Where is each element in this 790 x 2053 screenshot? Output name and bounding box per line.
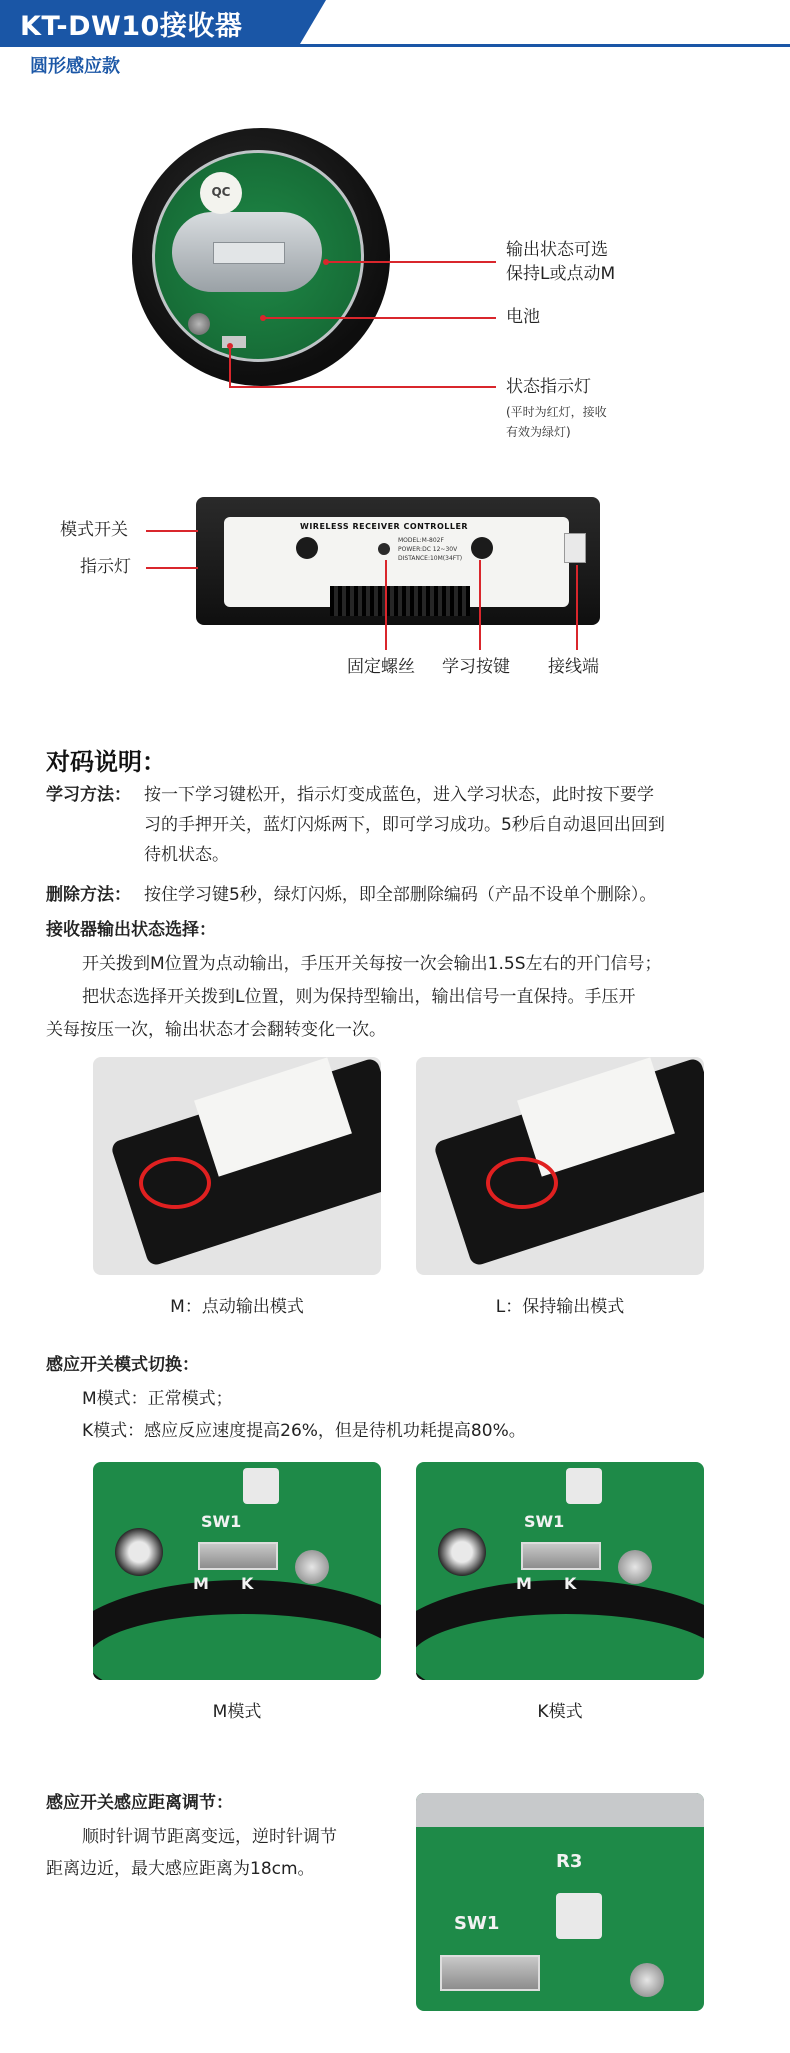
housing-edge xyxy=(416,1793,704,1827)
silk-sw1: SW1 xyxy=(454,1913,500,1934)
photo-pcb-k-mode xyxy=(416,1462,704,1680)
callout-vline-terminal xyxy=(576,565,578,650)
sensor-mode-title: 感应开关模式切换： xyxy=(46,1355,199,1375)
delete-method-text: 按住学习键5秒，绿灯闪烁，即全部删除编码（产品不设单个删除）。 xyxy=(144,885,657,905)
battery-clip xyxy=(213,242,285,264)
learn-button xyxy=(378,543,390,555)
potentiometer xyxy=(566,1468,602,1504)
controller-vents xyxy=(330,586,470,616)
controller-label-title: WIRELESS RECEIVER CONTROLLER xyxy=(300,522,469,531)
pcb-screw xyxy=(630,1963,664,1997)
photo-pcb-m-mode xyxy=(93,1462,381,1680)
photo-l-mode xyxy=(416,1057,704,1275)
learn-method-text: 按一下学习键松开，指示灯变成蓝色，进入学习状态，此时按下要学 习的手押开关，蓝灯闪烁两下，即可学习成功。5秒后自动退回出回到 待机状态。 xyxy=(144,785,665,865)
distance-line-1: 顺时针调节距离变远，逆时针调节 xyxy=(82,1827,337,1847)
switch-highlight-ring xyxy=(486,1157,558,1209)
potentiometer-r3 xyxy=(556,1893,602,1939)
callout-status-led-note: (平时为红灯，接收 有效为绿灯) xyxy=(506,405,607,439)
output-select-line-3: 关每按压一次，输出状态才会翻转变化一次。 xyxy=(46,1020,386,1040)
pairing-title: 对码说明： xyxy=(46,748,166,776)
switch-highlight-ring xyxy=(139,1157,211,1209)
silk-k: K xyxy=(564,1574,577,1593)
pcb-screw xyxy=(295,1550,329,1584)
mount-hole xyxy=(115,1528,163,1576)
mount-hole xyxy=(438,1528,486,1576)
wiring-terminal xyxy=(564,533,586,563)
silk-k: K xyxy=(241,1574,254,1593)
delete-method-label: 删除方法： xyxy=(46,885,131,905)
callout-line-status-led xyxy=(229,386,496,388)
silk-m: M xyxy=(516,1574,532,1593)
potentiometer xyxy=(243,1468,279,1504)
slide-switch xyxy=(440,1955,540,1991)
housing-ring xyxy=(416,1580,704,1680)
callout-vline-learn xyxy=(479,560,481,650)
pcb-screw xyxy=(618,1550,652,1584)
callout-mode-switch: 模式开关 xyxy=(60,520,128,540)
caption-l-mode: L：保持输出模式 xyxy=(495,1297,625,1317)
housing-ring xyxy=(93,1580,381,1680)
page-subtitle: 圆形感应款 xyxy=(30,56,120,77)
callout-status-led: 状态指示灯 xyxy=(506,377,591,397)
output-select-line-1: 开关拨到M位置为点动输出，手压开关每按一次会输出1.5S左右的开门信号； xyxy=(82,954,662,974)
learn-method-label: 学习方法： xyxy=(46,785,131,805)
silk-sw1: SW1 xyxy=(201,1512,242,1531)
distance-title: 感应开关感应距离调节： xyxy=(46,1793,233,1813)
mount-hole-right xyxy=(471,537,493,559)
caption-m-mode: M：点动输出模式 xyxy=(170,1297,304,1317)
callout-battery: 电池 xyxy=(506,307,540,327)
callout-learn-key: 学习按键 xyxy=(442,657,510,677)
silk-r3: R3 xyxy=(556,1851,583,1872)
callout-line-indicator xyxy=(146,567,198,569)
caption-pcb-k: K模式 xyxy=(537,1702,583,1722)
page-title: KT-DW10接收器 xyxy=(20,11,243,42)
sensor-mode-k: K模式：感应反应速度提高26%，但是待机功耗提高80%。 xyxy=(82,1421,526,1441)
qc-sticker: QC xyxy=(200,172,242,214)
output-select-title: 接收器输出状态选择： xyxy=(46,920,216,940)
silk-sw1: SW1 xyxy=(524,1512,565,1531)
callout-line-mode-switch xyxy=(146,530,198,532)
callout-line-battery xyxy=(263,317,496,319)
header-accent-line xyxy=(0,44,790,47)
distance-line-2: 距离边近，最大感应距离为18cm。 xyxy=(46,1859,315,1879)
slide-switch xyxy=(521,1542,601,1570)
callout-output-mode: 输出状态可选 保持L或点动M xyxy=(506,240,616,284)
sensor-mode-m: M模式：正常模式； xyxy=(82,1389,233,1409)
pcb-screw xyxy=(188,313,210,335)
slide-switch xyxy=(198,1542,278,1570)
photo-m-mode xyxy=(93,1057,381,1275)
callout-indicator: 指示灯 xyxy=(80,557,131,577)
callout-line-output xyxy=(326,261,496,263)
silk-m: M xyxy=(193,1574,209,1593)
callout-terminal: 接线端 xyxy=(548,657,599,677)
pcb-mode-switch xyxy=(222,336,246,348)
controller-spec: MODEL:M-802F POWER:DC 12~30V DISTANCE:10M(34FT) xyxy=(398,537,463,562)
callout-vline-screw xyxy=(385,560,387,650)
photo-pcb-distance xyxy=(416,1793,704,2011)
mount-hole-left xyxy=(296,537,318,559)
output-select-line-2: 把状态选择开关拨到L位置，则为保持型输出，输出信号一直保持。手压开 xyxy=(82,987,636,1007)
caption-pcb-m: M模式 xyxy=(212,1702,262,1722)
callout-vline-status-led xyxy=(229,346,231,386)
callout-fixing-screw: 固定螺丝 xyxy=(347,657,415,677)
